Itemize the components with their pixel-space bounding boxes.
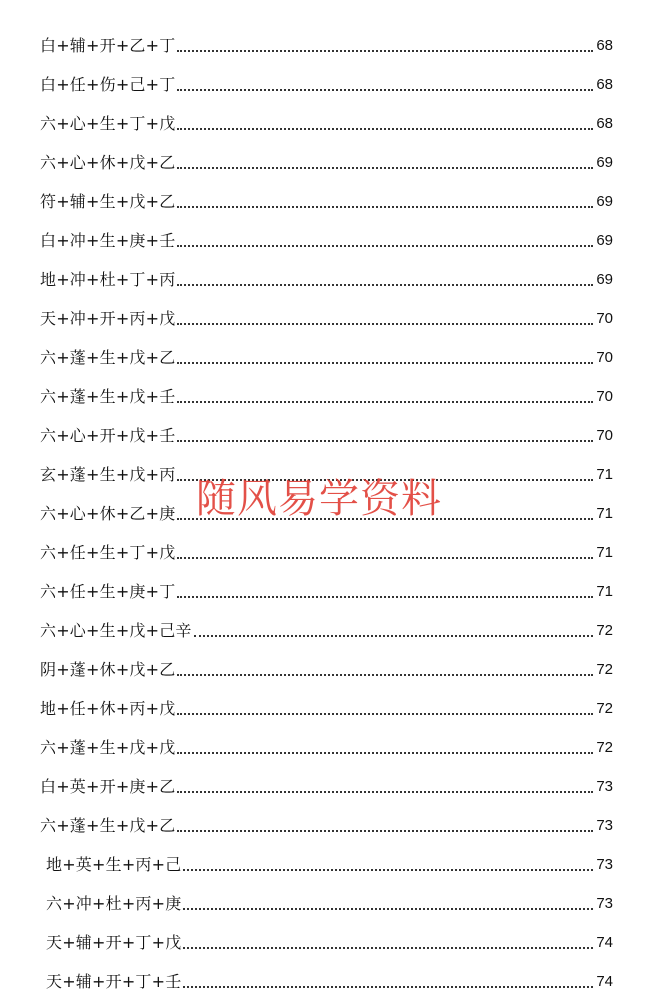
- toc-entry-title: 地+英+生+丙+己: [46, 855, 182, 874]
- toc-entry-page: 73: [596, 778, 613, 795]
- toc-entry[interactable]: [40, 574, 613, 602]
- toc-entry-page: 73: [596, 856, 613, 873]
- toc-entry-title: 地+任+休+丙+戊: [40, 699, 176, 718]
- toc-entry[interactable]: [40, 730, 613, 758]
- toc-entry-title: 六+蓬+生+戊+乙: [40, 816, 176, 835]
- dot-leader: [177, 205, 593, 208]
- dot-leader: [177, 712, 593, 715]
- toc-entry-title: 天+辅+开+丁+壬: [46, 972, 182, 991]
- toc-entry-title: 白+辅+开+乙+丁: [40, 36, 176, 55]
- toc-entry-page: 69: [596, 193, 613, 210]
- dot-leader: [177, 49, 593, 52]
- toc-entry[interactable]: [40, 301, 613, 329]
- dot-leader: [177, 283, 593, 286]
- toc-entry[interactable]: [40, 769, 613, 797]
- toc-entry-title: 六+任+生+丁+戊: [40, 543, 176, 562]
- toc-entry[interactable]: [40, 223, 613, 251]
- dot-leader: [177, 556, 593, 559]
- dot-leader: [177, 127, 593, 130]
- toc-entry-title: 符+辅+生+戊+乙: [40, 192, 176, 211]
- toc-entry-page: 70: [596, 310, 613, 327]
- toc-entry[interactable]: [46, 964, 613, 992]
- toc-entry-title: 白+英+开+庚+乙: [40, 777, 176, 796]
- toc-entry-title: 天+辅+开+丁+戊: [46, 933, 182, 952]
- toc-entry-page: 71: [596, 583, 613, 600]
- toc-entry-title: 天+冲+开+丙+戊: [40, 309, 176, 328]
- toc-entry-page: 69: [596, 271, 613, 288]
- dot-leader: [177, 166, 593, 169]
- toc-entry[interactable]: [40, 535, 613, 563]
- dot-leader: [177, 361, 593, 364]
- toc-entry[interactable]: [40, 808, 613, 836]
- toc-entry-page: 72: [596, 700, 613, 717]
- toc-entry-page: 68: [596, 37, 613, 54]
- toc-entry-page: 71: [596, 466, 613, 483]
- toc-entry-page: 71: [596, 505, 613, 522]
- toc-entry-title: 白+任+伤+己+丁: [40, 75, 176, 94]
- toc-entry[interactable]: [40, 340, 613, 368]
- toc-entry-title: 六+心+生+戊+己辛: [40, 621, 192, 640]
- toc-entry-title: 六+心+休+乙+庚: [40, 504, 176, 523]
- toc-entry-page: 72: [596, 739, 613, 756]
- toc-entry[interactable]: [40, 106, 613, 134]
- toc-entry-title: 白+冲+生+庚+壬: [40, 231, 176, 250]
- toc-entry[interactable]: [40, 28, 613, 56]
- toc-entry-title: 六+心+生+丁+戊: [40, 114, 176, 133]
- toc-entry[interactable]: [40, 145, 613, 173]
- toc-entry-page: 69: [596, 154, 613, 171]
- dot-leader: [177, 88, 593, 91]
- dot-leader: [177, 400, 593, 403]
- dot-leader: [194, 634, 594, 637]
- dot-leader: [183, 985, 593, 988]
- toc-entry[interactable]: [46, 886, 613, 914]
- toc-entry-title: 六+心+开+戊+壬: [40, 426, 176, 445]
- toc-entry[interactable]: [40, 652, 613, 680]
- toc-entry-page: 68: [596, 115, 613, 132]
- dot-leader: [177, 751, 593, 754]
- toc-entry-page: 70: [596, 388, 613, 405]
- toc-entry-page: 72: [596, 622, 613, 639]
- toc-entry[interactable]: [46, 925, 613, 953]
- dot-leader: [177, 322, 593, 325]
- toc-entry-page: 71: [596, 544, 613, 561]
- dot-leader: [177, 790, 593, 793]
- dot-leader: [177, 439, 593, 442]
- toc-entry-title: 六+蓬+生+戊+戊: [40, 738, 176, 757]
- toc-entry-page: 70: [596, 349, 613, 366]
- toc-entry-title: 玄+蓬+生+戊+丙: [40, 465, 176, 484]
- toc-entry-title: 阴+蓬+休+戊+乙: [40, 660, 176, 679]
- toc-entry[interactable]: [40, 379, 613, 407]
- toc-entry[interactable]: [40, 418, 613, 446]
- toc-entry[interactable]: [46, 847, 613, 875]
- toc-entry-page: 73: [596, 817, 613, 834]
- toc-entry-page: 68: [596, 76, 613, 93]
- dot-leader: [177, 829, 593, 832]
- toc-entry[interactable]: [40, 691, 613, 719]
- toc-entry[interactable]: [40, 613, 613, 641]
- dot-leader: [183, 907, 593, 910]
- dot-leader: [183, 946, 593, 949]
- toc-entry-page: 69: [596, 232, 613, 249]
- toc-entry-title: 六+蓬+生+戊+乙: [40, 348, 176, 367]
- dot-leader: [177, 244, 593, 247]
- toc-entry[interactable]: [40, 67, 613, 95]
- dot-leader: [177, 673, 593, 676]
- toc-entry-page: 74: [596, 973, 613, 990]
- toc-entry[interactable]: [40, 184, 613, 212]
- toc-entry-page: 74: [596, 934, 613, 951]
- toc-entry-page: 72: [596, 661, 613, 678]
- watermark-text: 随风易学资料: [196, 476, 442, 522]
- dot-leader: [183, 868, 593, 871]
- toc-entry-page: 73: [596, 895, 613, 912]
- toc-entry-title: 六+心+休+戊+乙: [40, 153, 176, 172]
- dot-leader: [177, 595, 593, 598]
- toc-entry-title: 六+任+生+庚+丁: [40, 582, 176, 601]
- toc-entry-title: 地+冲+杜+丁+丙: [40, 270, 176, 289]
- toc-entry[interactable]: [40, 262, 613, 290]
- toc-entry-page: 70: [596, 427, 613, 444]
- toc-entry-title: 六+冲+杜+丙+庚: [46, 894, 182, 913]
- toc-entry-title: 六+蓬+生+戊+壬: [40, 387, 176, 406]
